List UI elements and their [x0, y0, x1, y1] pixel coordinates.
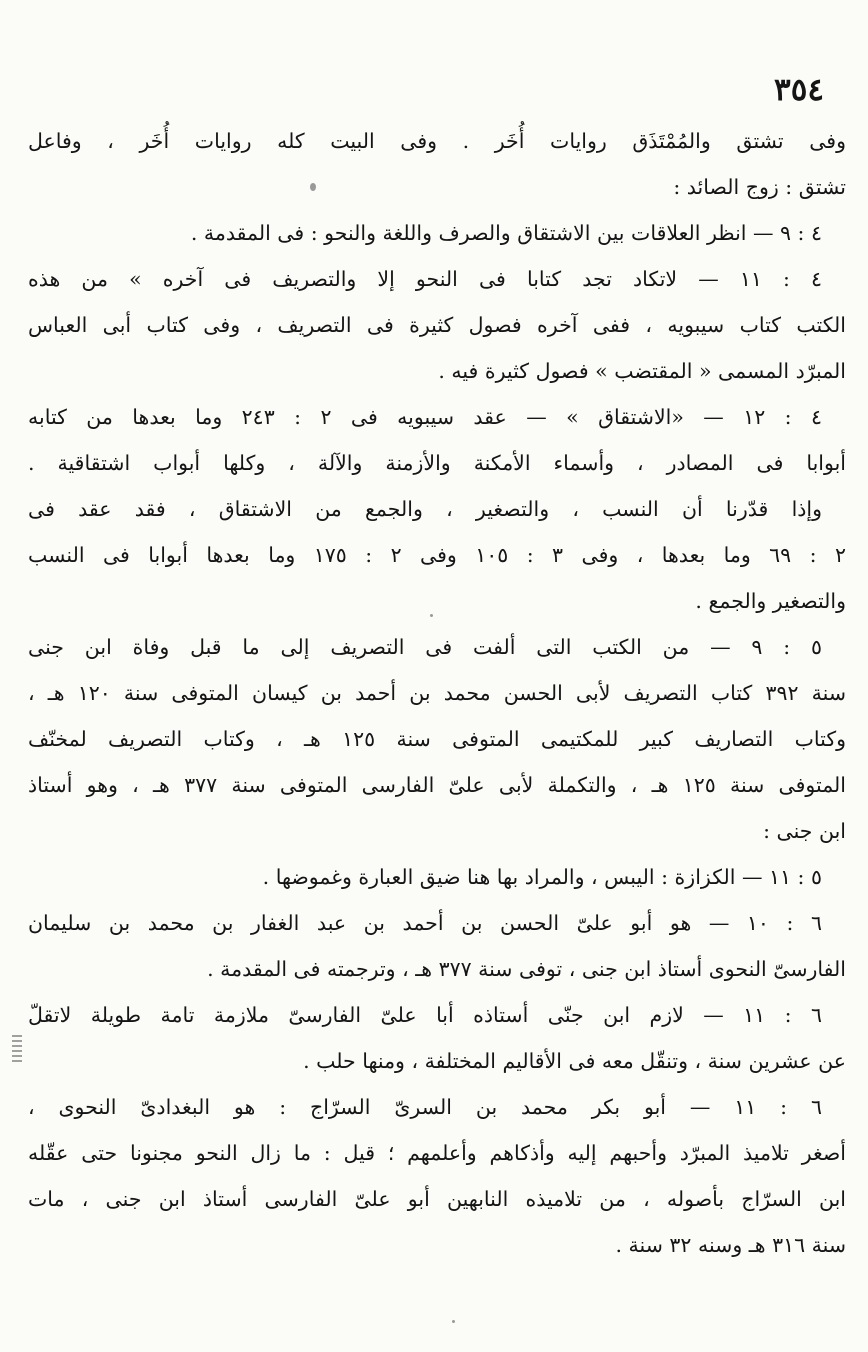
text-line: وكتاب التصاريف كبير للمكتيمى المتوفى سنة ١٢٥ هـ ، وكتاب التصريف لمخنّف: [28, 727, 846, 751]
text-line: ٥ : ١١ — الكزازة : اليبس ، والمراد بها هنا ضيق العبارة وغموضها .: [262, 865, 822, 889]
text-line: وإذا قدّرنا أن النسب ، والتصغير ، والجمع من الاشتقاق ، فقد عقد فى: [28, 497, 822, 521]
text-line: المبرّد المسمى « المقتضب » فصول كثيرة فيه .: [438, 359, 846, 383]
text-line: ٢ : ٦٩ وما بعدها ، وفى ٣ : ١٠٥ وفى ٢ : ١٧٥ وما بعدها أبوابا فى النسب: [28, 543, 846, 567]
text-line: ٤ : ١١ — لاتكاد تجد كتابا فى النحو إلا والتصريف فى آخره » من هذه: [28, 267, 822, 291]
scan-speck: [452, 1320, 455, 1323]
text-line: ابن جنى :: [763, 819, 846, 843]
text-line: تشتق : زوج الصائد :: [673, 175, 846, 199]
text-line: المتوفى سنة ١٢٥ هـ ، والتكملة لأبى علىّ الفارسى المتوفى سنة ٣٧٧ هـ ، وهو أستاذ: [28, 773, 846, 797]
text-line: ٤ : ٩ — انظر العلاقات بين الاشتقاق والصرف واللغة والنحو : فى المقدمة .: [190, 221, 822, 245]
text-line: ٦ : ١٠ — هو أبو علىّ الحسن بن أحمد بن عبد الغفار بن محمد بن سليمان: [28, 911, 822, 935]
text-body: [28, 118, 846, 1268]
text-line: الفارسىّ النحوى أستاذ ابن جنى ، توفى سنة ٣٧٧ هـ ، وترجمته فى المقدمة .: [207, 957, 846, 981]
text-line: الكتب كتاب سيبويه ، ففى آخره فصول كثيرة فى التصريف ، وفى كتاب أبى العباس: [28, 313, 846, 337]
text-line: وفى تشتق والمُمْتَذَق روايات أُخَر . وفى البيت كله روايات أُخَر ، وفاعل: [28, 129, 846, 153]
scan-edge-mark: [12, 1032, 22, 1062]
scan-speck: [310, 183, 316, 191]
text-line: ابن السرّاج بأصوله ، من تلاميذه النابهين أبو علىّ الفارسى أستاذ ابن جنى ، مات: [28, 1187, 846, 1211]
text-line: والتصغير والجمع .: [695, 589, 846, 613]
text-line: ٦ : ١١ — أبو بكر محمد بن السرىّ السرّاج : هو البغدادىّ النحوى ،: [28, 1095, 822, 1119]
scan-speck: [430, 614, 433, 617]
page-number: ٣٥٤: [774, 72, 824, 108]
text-line: ٥ : ٩ — من الكتب التى ألفت فى التصريف إلى ما قبل وفاة ابن جنى: [28, 635, 822, 659]
text-line: أبوابا فى المصادر ، وأسماء الأمكنة والأزمنة والآلة ، وكلها أبواب اشتقاقية .: [28, 451, 846, 475]
text-line: سنة ٣١٦ هـ وسنه ٣٢ سنة .: [615, 1233, 846, 1257]
text-line: عن عشرين سنة ، وتنقّل معه فى الأقاليم المختلفة ، ومنها حلب .: [303, 1049, 846, 1073]
text-line: ٦ : ١١ — لازم ابن جنّى أستاذه أبا علىّ الفارسىّ ملازمة تامة طويلة لاتقلّ: [28, 1003, 822, 1027]
text-line: سنة ٣٩٢ كتاب التصريف لأبى الحسن محمد بن أحمد بن كيسان المتوفى سنة ١٢٠ هـ ،: [28, 681, 846, 705]
text-line: أصغر تلاميذ المبرّد وأحبهم إليه وأذكاهم وأعلمهم ؛ قيل : ما زال النحو مجنونا حتى عقّله: [28, 1141, 846, 1165]
text-line: ٤ : ١٢ — «الاشتقاق » — عقد سيبويه فى ٢ : ٢٤٣ وما بعدها من كتابه: [28, 405, 822, 429]
